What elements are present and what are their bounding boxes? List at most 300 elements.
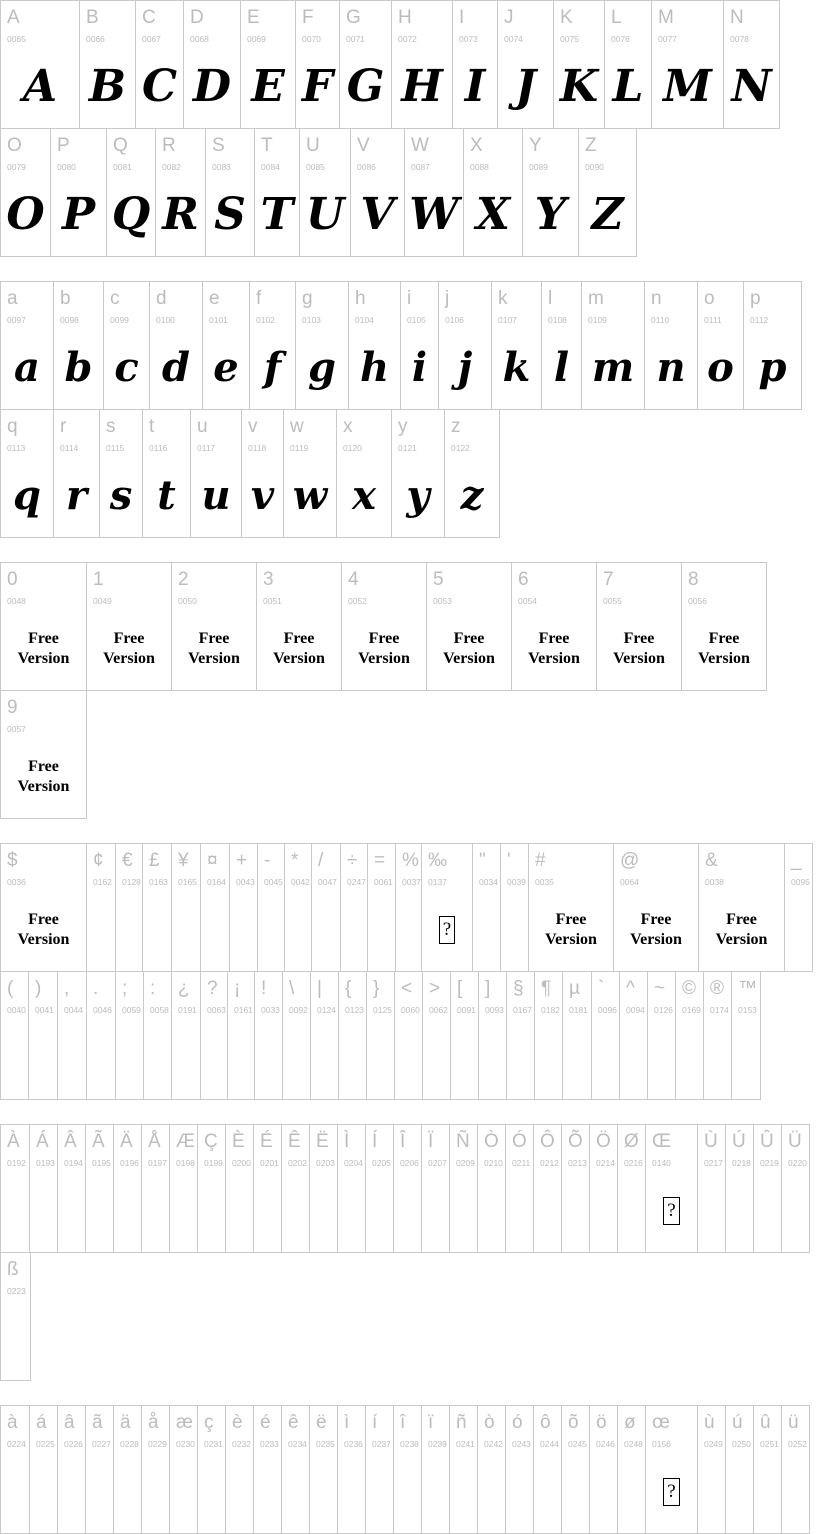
missing-glyph (646, 1450, 697, 1533)
glyph-code: 0228 (120, 1439, 139, 1449)
glyph-label: ò (484, 1412, 495, 1433)
glyph-sample: R (162, 188, 199, 240)
glyph-code: 0085 (306, 162, 325, 172)
glyph-label: ] (485, 978, 491, 999)
glyph-code: 0123 (345, 1005, 364, 1015)
glyph-code: 0051 (263, 596, 282, 606)
glyph-code: 0182 (541, 1005, 560, 1015)
glyph-code: 0233 (260, 1439, 279, 1449)
glyph-label: g (302, 288, 313, 309)
glyph-label: Ì (344, 1131, 350, 1152)
glyph-code: 0110 (651, 315, 670, 325)
glyph-cell (200, 843, 230, 972)
glyph-cell (241, 409, 284, 538)
glyph-label: ¿ (178, 978, 190, 999)
glyph-cell (422, 971, 451, 1100)
glyph-cell (0, 0, 80, 129)
free-version-notice: Free Version (358, 629, 410, 667)
glyph-code: 0052 (348, 596, 367, 606)
glyph-label: Ã (92, 1131, 105, 1152)
glyph-code: 0106 (445, 315, 464, 325)
glyph-label: G (346, 7, 361, 28)
glyph-code: 0048 (7, 596, 26, 606)
glyph-sample: f (263, 343, 282, 391)
glyph-label: ö (596, 1412, 607, 1433)
glyph-label: ^ (626, 978, 635, 999)
missing-glyph-icon: ? (663, 1478, 679, 1506)
glyph-cell (561, 1405, 590, 1534)
glyph-code: 0217 (704, 1158, 723, 1168)
glyph-label: 3 (263, 569, 274, 590)
glyph-code: 0033 (261, 1005, 280, 1015)
glyph-cell (350, 128, 405, 257)
glyph-cell (311, 843, 341, 972)
glyph-code: 0164 (207, 877, 226, 887)
glyph-label: Æ (176, 1131, 195, 1152)
glyph-label: â (64, 1412, 75, 1433)
glyph-cell (281, 1124, 310, 1253)
glyph-code: 0037 (402, 877, 421, 887)
glyph-label: , (64, 978, 70, 999)
glyph-cell (202, 281, 250, 410)
glyph-cell (449, 1405, 478, 1534)
glyph-label: { (345, 978, 352, 999)
glyph-sample: X (475, 188, 511, 240)
glyph-label: Í (372, 1131, 378, 1152)
glyph-cell (561, 1124, 590, 1253)
glyph-code: 0252 (788, 1439, 807, 1449)
glyph-cell (394, 971, 423, 1100)
glyph-code: 0213 (568, 1158, 587, 1168)
glyph-cell (282, 971, 311, 1100)
glyph-label: ã (92, 1412, 103, 1433)
glyph-label: J (504, 7, 514, 28)
glyph-label: u (197, 416, 208, 437)
glyph-cell (0, 281, 54, 410)
glyph-label: ô (540, 1412, 551, 1433)
glyph-label: . (93, 978, 99, 999)
free-version-notice: Free Version (103, 629, 155, 667)
glyph-label: ( (7, 978, 14, 999)
glyph-code: 0193 (36, 1158, 55, 1168)
glyph-sample: V (360, 188, 395, 240)
glyph-code: 0203 (316, 1158, 335, 1168)
glyph-label: À (7, 1131, 20, 1152)
glyph-code: 0055 (603, 596, 622, 606)
glyph-code: 0058 (150, 1005, 169, 1015)
glyph-label: c (110, 288, 120, 309)
glyph-code: 0107 (498, 315, 517, 325)
glyph-cell (541, 281, 582, 410)
glyph-cell (698, 843, 785, 972)
glyph-code: 0068 (190, 34, 209, 44)
glyph-code: 0218 (732, 1158, 751, 1168)
glyph-code: 0198 (176, 1158, 195, 1168)
glyph-cell (697, 281, 744, 410)
glyph-code: 0075 (560, 34, 579, 44)
glyph-cell (617, 1124, 646, 1253)
glyph-label: > (429, 978, 441, 999)
glyph-cell (169, 1405, 198, 1534)
glyph-code: 0059 (122, 1005, 141, 1015)
glyph-code: 0041 (35, 1005, 54, 1015)
glyph-sample: t (157, 471, 176, 519)
glyph-code: 0224 (7, 1439, 26, 1449)
glyph-label: _ (791, 850, 802, 871)
glyph-code: 0081 (113, 162, 132, 172)
glyph-cell (522, 128, 579, 257)
glyph-label: å (148, 1412, 159, 1433)
glyph-cell (29, 1124, 58, 1253)
glyph-sample: B (88, 60, 127, 112)
glyph-code: 0061 (374, 877, 393, 887)
glyph-code: 0074 (504, 34, 523, 44)
glyph-code: 0120 (343, 443, 362, 453)
glyph-code: 0181 (569, 1005, 588, 1015)
glyph-code: 0116 (149, 443, 168, 453)
glyph-label: 7 (603, 569, 614, 590)
glyph-code: 0122 (451, 443, 470, 453)
glyph-label: Ò (484, 1131, 499, 1152)
glyph-label: k (498, 288, 508, 309)
glyph-cell (85, 1405, 114, 1534)
glyph-code: 0102 (256, 315, 275, 325)
glyph-cell (477, 1124, 506, 1253)
glyph-label: Ù (704, 1131, 718, 1152)
glyph-label: Ö (596, 1131, 611, 1152)
glyph-label: € (122, 850, 133, 871)
glyph-cell (0, 1405, 30, 1534)
glyph-cell (591, 971, 620, 1100)
glyph-cell (0, 128, 51, 257)
glyph-cell (283, 409, 337, 538)
glyph-label: û (760, 1412, 771, 1433)
glyph-sample: b (64, 343, 93, 391)
glyph-code: 0036 (7, 877, 26, 887)
glyph-code: 0046 (93, 1005, 112, 1015)
glyph-label: ú (732, 1412, 743, 1433)
glyph-label: & (705, 850, 718, 871)
glyph-code: 0039 (507, 877, 526, 887)
glyph-code: 0212 (540, 1158, 559, 1168)
glyph-label: K (560, 7, 573, 28)
glyph-cell (528, 843, 614, 972)
glyph-cell (421, 1124, 450, 1253)
glyph-label: 1 (93, 569, 104, 590)
glyph-label: ` (598, 978, 605, 999)
glyph-cell (340, 843, 368, 972)
glyph-cell (171, 562, 257, 691)
glyph-code: 0065 (7, 34, 26, 44)
glyph-sample: A (22, 60, 58, 112)
glyph-label: a (7, 288, 18, 309)
glyph-cell (647, 971, 676, 1100)
glyph-cell (604, 0, 652, 129)
glyph-label: R (162, 135, 176, 156)
glyph-sample: l (553, 343, 570, 391)
glyph-label: M (658, 7, 674, 28)
glyph-code: 0089 (529, 162, 548, 172)
glyph-code: 0104 (355, 315, 374, 325)
glyph-code: 0098 (60, 315, 79, 325)
glyph-cell (644, 281, 698, 410)
glyph-cell (697, 1405, 726, 1534)
glyph-cell (703, 971, 732, 1100)
glyph-code: 0056 (688, 596, 707, 606)
glyph-sample: K (559, 60, 599, 112)
glyph-code: 0204 (344, 1158, 363, 1168)
glyph-sample: O (6, 188, 45, 240)
glyph-label: ì (344, 1412, 350, 1433)
glyph-cell (365, 1405, 394, 1534)
glyph-label: ™ (738, 978, 757, 999)
glyph-code: 0237 (372, 1439, 391, 1449)
glyph-cell (395, 843, 422, 972)
glyph-code: 0235 (316, 1439, 335, 1449)
glyph-cell (438, 281, 492, 410)
glyph-label: ó (512, 1412, 523, 1433)
glyph-label: | (317, 978, 322, 999)
glyph-cell (444, 409, 500, 538)
glyph-code: 0243 (512, 1439, 531, 1449)
glyph-cell (725, 1405, 754, 1534)
glyph-code: 0201 (260, 1158, 279, 1168)
glyph-code: 0191 (178, 1005, 197, 1015)
glyph-code: 0067 (142, 34, 161, 44)
glyph-code: 0040 (7, 1005, 26, 1015)
glyph-label: 5 (433, 569, 444, 590)
glyph-cell (0, 1252, 31, 1381)
glyph-cell (197, 1405, 226, 1534)
glyph-label: 0 (7, 569, 18, 590)
glyph-cell (135, 0, 184, 129)
glyph-code: 0199 (204, 1158, 223, 1168)
glyph-code: 0202 (288, 1158, 307, 1168)
glyph-code: 0214 (596, 1158, 615, 1168)
glyph-code: 0121 (398, 443, 417, 453)
glyph-code: 0232 (232, 1439, 251, 1449)
glyph-cell (113, 1124, 142, 1253)
glyph-code: 0126 (654, 1005, 673, 1015)
glyph-cell (309, 1124, 338, 1253)
glyph-label: 8 (688, 569, 699, 590)
glyph-sample: k (502, 343, 531, 391)
glyph-code: 0080 (57, 162, 76, 172)
glyph-cell (391, 0, 453, 129)
glyph-code: 0066 (86, 34, 105, 44)
glyph-label: Q (113, 135, 128, 156)
glyph-code: 0057 (7, 724, 26, 734)
glyph-cell (113, 1405, 142, 1534)
glyph-label: µ (569, 978, 580, 999)
glyph-sample: M (663, 60, 712, 112)
glyph-code: 0118 (248, 443, 267, 453)
glyph-cell (533, 1124, 562, 1253)
glyph-cell (0, 690, 87, 819)
glyph-label: + (236, 850, 248, 871)
glyph-label: Õ (568, 1131, 583, 1152)
glyph-label: ¡ (234, 978, 241, 999)
glyph-cell (404, 128, 464, 257)
glyph-label: Ä (120, 1131, 133, 1152)
glyph-label: Â (64, 1131, 77, 1152)
glyph-label: O (7, 135, 22, 156)
glyph-label: Y (529, 135, 542, 156)
glyph-cell (589, 1124, 618, 1253)
glyph-sample: F (301, 60, 334, 112)
glyph-label: } (373, 978, 380, 999)
glyph-label: ç (204, 1412, 214, 1433)
glyph-cell (169, 1124, 198, 1253)
glyph-cell (57, 1405, 86, 1534)
glyph-code: 0216 (624, 1158, 643, 1168)
glyph-cell (197, 1124, 226, 1253)
free-version-notice: Free Version (545, 910, 597, 948)
glyph-label: £ (149, 850, 160, 871)
glyph-code: 0225 (36, 1439, 55, 1449)
glyph-cell (613, 843, 699, 972)
glyph-label: § (513, 978, 524, 999)
glyph-cell (281, 1405, 310, 1534)
glyph-cell (85, 1124, 114, 1253)
glyph-sample: u (201, 471, 231, 519)
glyph-code: 0239 (428, 1439, 447, 1449)
glyph-code: 0103 (302, 315, 321, 325)
glyph-cell (581, 281, 645, 410)
glyph-cell (142, 843, 172, 972)
glyph-cell (589, 1405, 618, 1534)
glyph-cell (115, 843, 143, 972)
glyph-code: 0197 (148, 1158, 167, 1168)
glyph-cell (339, 0, 392, 129)
glyph-label: õ (568, 1412, 579, 1433)
glyph-label: $ (7, 850, 18, 871)
glyph-label: É (260, 1131, 273, 1152)
glyph-cell (240, 0, 296, 129)
glyph-sample: m (591, 343, 635, 391)
glyph-sample: N (731, 60, 772, 112)
glyph-sample: C (141, 60, 178, 112)
glyph-cell (697, 1124, 726, 1253)
glyph-label: à (7, 1412, 18, 1433)
glyph-code: 0084 (261, 162, 280, 172)
glyph-code: 0091 (457, 1005, 476, 1015)
glyph-sample: I (464, 60, 486, 112)
glyph-cell (617, 1405, 646, 1534)
glyph-label: ï (428, 1412, 434, 1433)
glyph-code: 0034 (479, 877, 498, 887)
glyph-label: d (156, 288, 167, 309)
glyph-label: C (142, 7, 156, 28)
glyph-label: # (535, 850, 546, 871)
glyph-cell (348, 281, 401, 410)
glyph-sample: p (758, 343, 787, 391)
glyph-label: o (704, 288, 715, 309)
glyph-label: ¢ (93, 850, 104, 871)
glyph-cell (723, 0, 780, 129)
glyph-label: / (318, 850, 324, 871)
glyph-label: N (730, 7, 744, 28)
glyph-label: x (343, 416, 353, 437)
glyph-label: ® (710, 978, 724, 999)
glyph-code: 0206 (400, 1158, 419, 1168)
glyph-label: p (750, 288, 761, 309)
glyph-cell (337, 1124, 366, 1253)
glyph-cell (505, 1405, 534, 1534)
missing-glyph (422, 888, 472, 971)
free-version-notice: Free Version (17, 629, 70, 667)
glyph-cell (421, 843, 473, 972)
glyph-cell (0, 971, 29, 1100)
glyph-cell (366, 971, 395, 1100)
glyph-cell (229, 843, 258, 972)
glyph-label: Ñ (456, 1131, 470, 1152)
glyph-code: 0246 (596, 1439, 615, 1449)
glyph-label: S (212, 135, 225, 156)
glyph-label: i (407, 288, 412, 309)
glyph-sample: J (515, 60, 536, 112)
glyph-cell (645, 1405, 698, 1534)
glyph-label: r (60, 416, 67, 437)
glyph-sample: U (305, 188, 345, 240)
glyph-cell (393, 1124, 422, 1253)
glyph-cell (0, 409, 54, 538)
glyph-sample: Y (534, 188, 567, 240)
glyph-cell (57, 1124, 86, 1253)
glyph-cell (183, 0, 241, 129)
glyph-label: B (86, 7, 99, 28)
glyph-code: 0230 (176, 1439, 195, 1449)
glyph-label: b (60, 288, 71, 309)
glyph-label: Œ (652, 1131, 671, 1152)
glyph-code: 0167 (513, 1005, 532, 1015)
glyph-cell (28, 971, 58, 1100)
glyph-cell (452, 0, 498, 129)
glyph-code: 0079 (7, 162, 26, 172)
glyph-cell (0, 562, 87, 691)
glyph-label: Ê (288, 1131, 301, 1152)
glyph-sample: T (260, 188, 294, 240)
glyph-code: 0069 (247, 34, 266, 44)
glyph-cell (190, 409, 242, 538)
glyph-code: 0092 (289, 1005, 308, 1015)
glyph-cell (141, 1405, 170, 1534)
glyph-label: ‰ (428, 850, 447, 871)
glyph-code: 0090 (585, 162, 604, 172)
glyph-sample: j (457, 343, 473, 391)
glyph-label: î (400, 1412, 406, 1433)
glyph-code: 0209 (456, 1158, 475, 1168)
glyph-label: È (232, 1131, 245, 1152)
glyph-sample: r (65, 471, 88, 519)
glyph-cell (86, 843, 116, 972)
glyph-code: 0060 (401, 1005, 420, 1015)
glyph-code: 0236 (344, 1439, 363, 1449)
glyph-sample: Q (111, 188, 151, 240)
glyph-code: 0165 (178, 877, 197, 887)
glyph-label: X (470, 135, 483, 156)
glyph-label: v (248, 416, 258, 437)
glyph-sample: q (13, 471, 41, 519)
glyph-code: 0124 (317, 1005, 336, 1015)
glyph-cell (284, 843, 312, 972)
glyph-label: F (302, 7, 314, 28)
glyph-cell (256, 562, 342, 691)
glyph-code: 0100 (156, 315, 175, 325)
glyph-label: Û (760, 1131, 774, 1152)
glyph-sample: z (460, 471, 484, 519)
glyph-code: 0205 (372, 1158, 391, 1168)
